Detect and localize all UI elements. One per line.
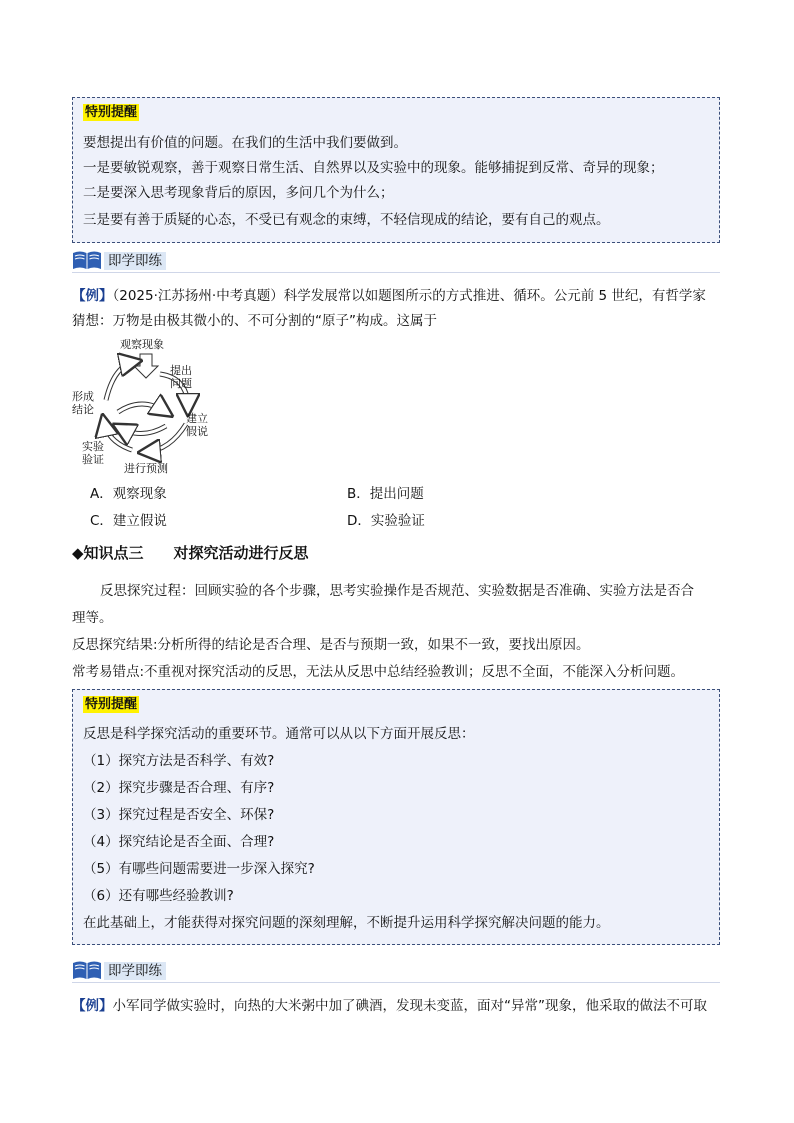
science-cycle-diagram bbox=[70, 338, 220, 478]
tip-tag: 特别提醒 bbox=[85, 697, 138, 712]
tip-line: （1）探究方法是否科学、有效? bbox=[83, 753, 275, 769]
example-bracket: 【例】 bbox=[72, 288, 113, 304]
kp-paragraph-1a: 反思探究过程：回顾实验的各个步骤，思考实验操作是否规范、实验数据是否准确、实验方法是否合 bbox=[100, 583, 694, 599]
tip-line: 二是要深入思考现象背后的原因，多问几个为什么； bbox=[83, 185, 394, 201]
book-icon bbox=[72, 960, 102, 980]
tip-box-1 bbox=[72, 97, 720, 243]
option-b: B．提出问题 bbox=[347, 486, 424, 502]
option-d: D．实验验证 bbox=[347, 513, 425, 529]
book-icon bbox=[72, 250, 102, 270]
practice-title: 即学即练 bbox=[104, 962, 166, 980]
tip-line: （3）探究过程是否安全、环保? bbox=[83, 807, 275, 823]
diagram-label-question-b: 问题 bbox=[170, 377, 192, 390]
example-bracket: 【例】 bbox=[72, 998, 113, 1014]
tip-line: （6）还有哪些经验教训? bbox=[83, 888, 234, 904]
kp-paragraph-3: 常考易错点:不重视对探究活动的反思，无法从反思中总结经验教训；反思不全面，不能深入分析问题。 bbox=[72, 664, 685, 680]
example-question-line bbox=[72, 997, 707, 1015]
tip-tag: 特别提醒 bbox=[85, 105, 138, 120]
option-a: A．观察现象 bbox=[90, 486, 167, 502]
option-c: C．建立假说 bbox=[90, 513, 167, 529]
diagram-label-question-a: 提出 bbox=[170, 364, 192, 377]
knowledge-point-title: ◆知识点三 对探究活动进行反思 bbox=[72, 544, 309, 562]
tip-line: 三是要有善于质疑的心态，不受已有观念的束缚，不轻信现成的结论，要有自己的观点。 bbox=[83, 212, 610, 228]
tip-line: （4）探究结论是否全面、合理? bbox=[83, 834, 275, 850]
kp-paragraph-2: 反思探究结果:分析所得的结论是否合理、是否与预期一致，如果不一致，要找出原因。 bbox=[72, 637, 590, 653]
example-question-line-2: 猜想：万物是由极其微小的、不可分割的“原子”构成。这属于 bbox=[72, 313, 437, 329]
diagram-label-observe: 观察现象 bbox=[120, 338, 164, 351]
tip-line: 一是要敏锐观察，善于观察日常生活、自然界以及实验中的现象。能够捕捉到反常、奇异的现象； bbox=[83, 160, 664, 176]
tip-line: 反思是科学探究活动的重要环节。通常可以从以下方面开展反思： bbox=[83, 726, 475, 742]
diagram-label-verify-b: 验证 bbox=[82, 453, 104, 466]
practice-heading-2 bbox=[72, 958, 720, 983]
tip-line: 要想提出有价值的问题。在我们的生活中我们要做到。 bbox=[83, 135, 407, 151]
tip-line: 在此基础上，才能获得对探究问题的深刻理解，不断提升运用科学探究解决问题的能力。 bbox=[83, 915, 610, 931]
diagram-label-conclusion-b: 结论 bbox=[72, 403, 94, 416]
diagram-label-verify-a: 实验 bbox=[82, 440, 104, 453]
diagram-label-predict: 进行预测 bbox=[124, 462, 168, 475]
example-question-line bbox=[72, 287, 706, 305]
example-text: 小军同学做实验时，向热的大米粥中加了碘酒，发现未变蓝，面对“异常”现象，他采取的做法不可取 bbox=[112, 998, 707, 1014]
diagram-label-hypothesis-b: 假说 bbox=[186, 425, 208, 438]
practice-title: 即学即练 bbox=[104, 252, 166, 270]
diagram-label-hypothesis-a: 建立 bbox=[186, 412, 208, 425]
practice-heading-1 bbox=[72, 248, 720, 273]
tip-line: （2）探究步骤是否合理、有序? bbox=[83, 780, 275, 796]
tip-box-2 bbox=[72, 689, 720, 945]
kp-paragraph-1b: 理等。 bbox=[72, 610, 113, 626]
example-text: （2025·江苏扬州·中考真题）科学发展常以如题图所示的方式推进、循环。公元前 5 世纪，有哲学家 bbox=[112, 288, 706, 304]
tip-line: （5）有哪些问题需要进一步深入探究? bbox=[83, 861, 315, 877]
diagram-label-conclusion-a: 形成 bbox=[72, 390, 94, 403]
